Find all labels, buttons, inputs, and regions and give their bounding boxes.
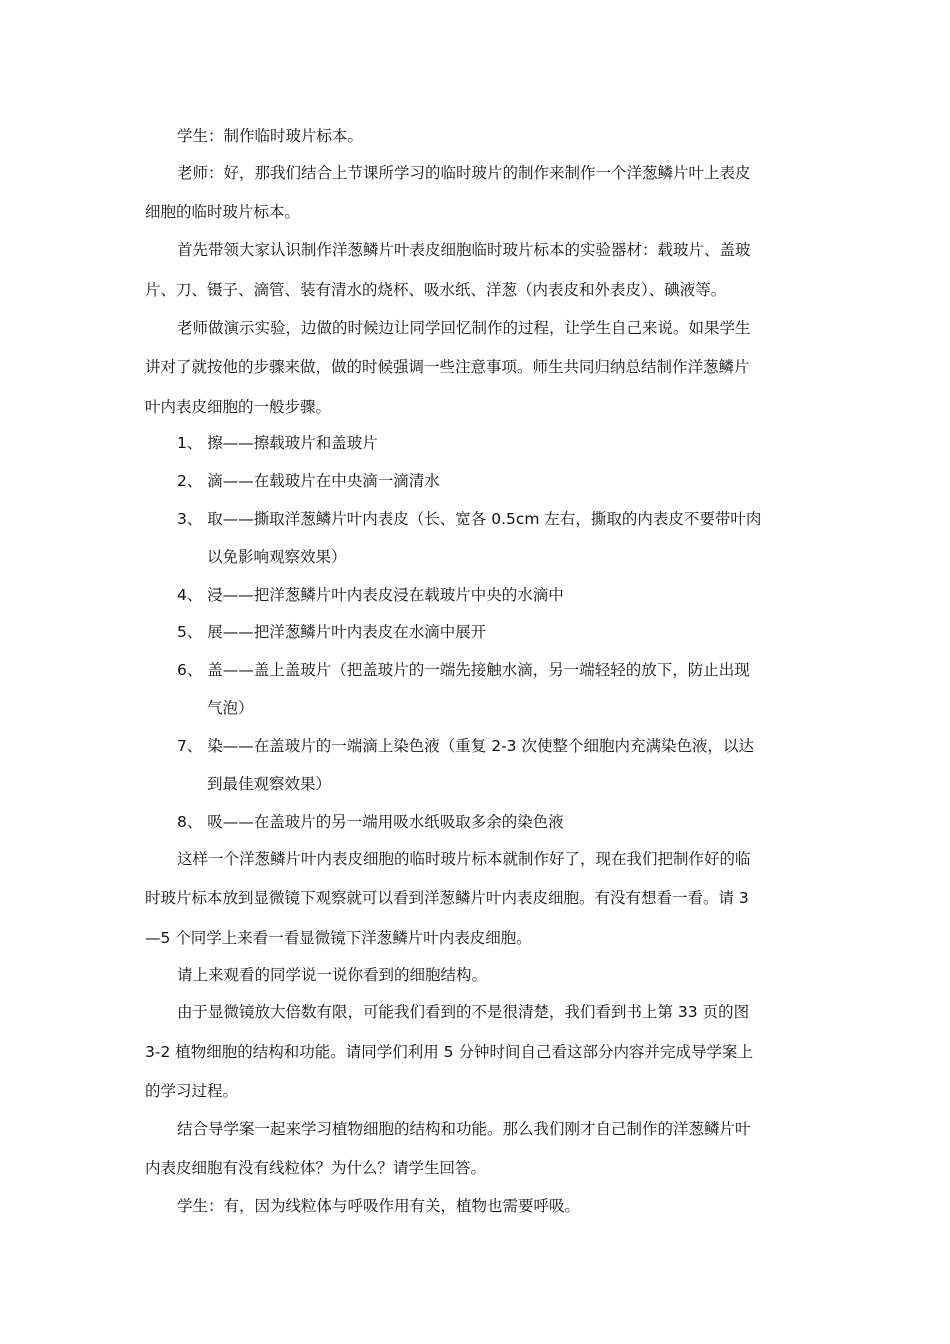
paragraph-line: 学生：制作临时玻片标本。 — [177, 127, 364, 145]
paragraph-line: 讲对了就按他的步骤来做，做的时候强调一些注意事项。师生共同归纳总结制作洋葱鳞片 — [145, 358, 750, 376]
paragraph-line: 片、刀、镊子、滴管、装有清水的烧杯、吸水纸、洋葱（内表皮和外表皮）、碘液等。 — [145, 281, 727, 299]
step-item: 1、 擦——擦载玻片和盖玻片 — [177, 434, 378, 452]
paragraph-line: 学生：有，因为线粒体与呼吸作用有关，植物也需要呼吸。 — [177, 1197, 581, 1215]
step-item: 5、 展——把洋葱鳞片叶内表皮在水滴中展开 — [177, 623, 487, 641]
step-item: 4、 浸——把洋葱鳞片叶内表皮浸在载玻片中央的水滴中 — [177, 586, 564, 604]
paragraph-line: 老师做演示实验，边做的时候边让同学回忆制作的过程，让学生自己来说。如果学生 — [177, 319, 751, 337]
paragraph-line: 时玻片标本放到显微镜下观察就可以看到洋葱鳞片叶内表皮细胞。有没有想看一看。请 3 — [145, 889, 749, 907]
paragraph-line: 的学习过程。 — [145, 1082, 239, 1100]
paragraph-line: 内表皮细胞有没有线粒体？为什么？请学生回答。 — [145, 1159, 487, 1177]
paragraph-line: 老师：好，那我们结合上节课所学习的临时玻片的制作来制作一个洋葱鳞片叶上表皮 — [177, 164, 751, 182]
step-item: 6、 盖——盖上盖玻片（把盖玻片的一端先接触水滴，另一端轻轻的放下，防止出现 — [177, 661, 750, 679]
paragraph-line: 细胞的临时玻片标本。 — [145, 203, 301, 221]
paragraph-line: 由于显微镜放大倍数有限，可能我们看到的不是很清楚，我们看到书上第 33 页的图 — [177, 1003, 750, 1021]
step-item: 2、 滴——在载玻片在中央滴一滴清水 — [177, 472, 440, 490]
paragraph-line: 3-2 植物细胞的结构和功能。请同学们利用 5 分钟时间自己看这部分内容并完成导学案上 — [145, 1043, 753, 1061]
step-item-continuation: 到最佳观察效果） — [207, 775, 332, 793]
step-item: 3、 取——撕取洋葱鳞片叶内表皮（长、宽各 0.5cm 左右，撕取的内表皮不要带叶肉 — [177, 510, 762, 528]
step-item-continuation: 气泡） — [207, 699, 254, 717]
paragraph-line: 结合导学案一起来学习植物细胞的结构和功能。那么我们刚才自己制作的洋葱鳞片叶 — [177, 1120, 751, 1138]
paragraph-line: —5 个同学上来看一看显微镜下洋葱鳞片叶内表皮细胞。 — [145, 929, 532, 947]
step-item-continuation: 以免影响观察效果） — [207, 548, 347, 566]
paragraph-line: 叶内表皮细胞的一般步骤。 — [145, 398, 332, 416]
paragraph-line: 这样一个洋葱鳞片叶内表皮细胞的临时玻片标本就制作好了，现在我们把制作好的临 — [177, 850, 751, 868]
step-item: 8、 吸——在盖玻片的另一端用吸水纸吸取多余的染色液 — [177, 813, 564, 831]
step-item: 7、 染——在盖玻片的一端滴上染色液（重复 2-3 次使整个细胞内充满染色液，以达 — [177, 737, 754, 755]
paragraph-line: 请上来观看的同学说一说你看到的细胞结构。 — [177, 966, 488, 984]
paragraph-line: 首先带领大家认识制作洋葱鳞片叶表皮细胞临时玻片标本的实验器材：载玻片、盖玻 — [177, 241, 751, 259]
